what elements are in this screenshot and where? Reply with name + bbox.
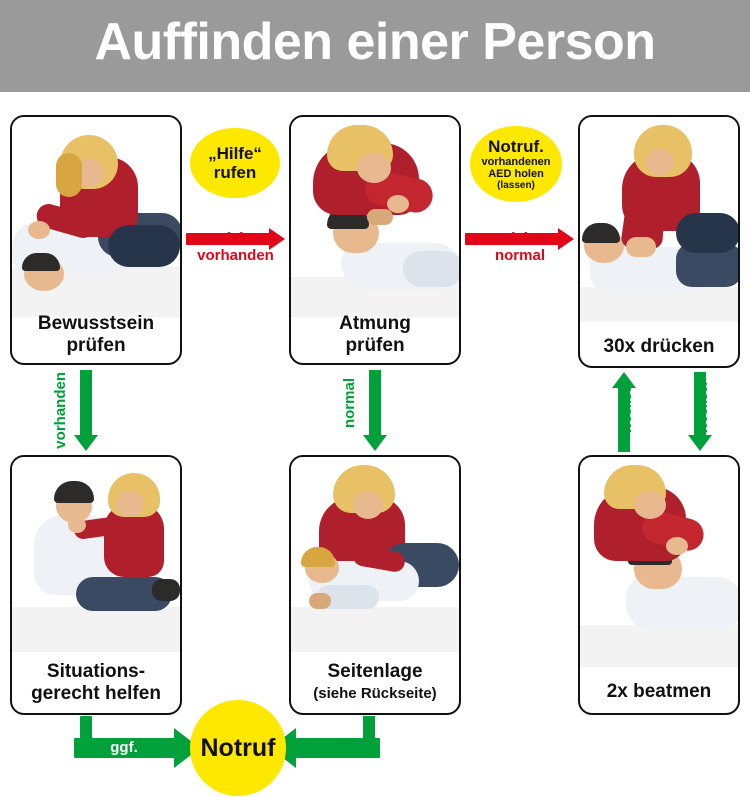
arrow-label-line1: Wechsel [619, 382, 634, 435]
card-situational-help[interactable] [10, 455, 182, 715]
card-label-line2: gerecht helfen [31, 683, 161, 704]
poster-header [0, 0, 750, 92]
card-label-line1: 30x drücken [603, 336, 715, 357]
arrow-label-line1: Wechsel [695, 382, 710, 435]
bubble-emergency-call [470, 126, 562, 202]
arrow-recovery-to-notruf [270, 728, 380, 768]
card-ventilation[interactable] [578, 455, 740, 715]
card-label-line2: prüfen [345, 335, 405, 356]
card-recovery-position[interactable] [289, 455, 461, 715]
card-label-ventilation [580, 681, 738, 703]
card-label-line1: Bewusstsein [37, 313, 155, 334]
card-breathing[interactable] [289, 115, 461, 365]
photo-breathing [291, 117, 459, 317]
arrow-label-nicht-vorhanden [186, 230, 285, 264]
bubble-emergency-line2: vorhandenen [481, 156, 551, 168]
card-compressions[interactable] [578, 115, 740, 368]
arrow-label-line1: ggf. [110, 739, 138, 756]
bubble-notruf-label: Notruf [200, 733, 276, 762]
photo-consciousness [12, 117, 180, 317]
arrow-label-line1: nicht [217, 230, 254, 247]
arrow-label-wechsel-up [618, 382, 635, 435]
card-label-line1: 2x beatmen [606, 681, 712, 702]
card-label-line2: prüfen [66, 335, 126, 356]
card-consciousness[interactable] [10, 115, 182, 365]
card-label-breathing [291, 313, 459, 357]
photo-ventilation [580, 457, 738, 667]
arrow-label-line1: vorhanden [52, 372, 69, 449]
bubble-emergency-line1: Notruf. [488, 137, 544, 156]
bubble-emergency-line3: AED holen [488, 168, 544, 180]
card-label-line1: Situations- [46, 661, 146, 682]
arrow-label-vorhanden [52, 372, 69, 449]
arrow-label-line2: vorhanden [197, 247, 274, 264]
arrow-label-line1: nicht [502, 230, 538, 247]
bubble-emergency-line4: (lassen) [497, 180, 535, 191]
card-label-situational-help [12, 661, 180, 705]
arrow-label-line2: normal [494, 247, 545, 264]
card-label-line2: (siehe Rückseite) [313, 685, 437, 702]
card-label-line1: Atmung [339, 313, 411, 334]
bubble-notruf-bottom [190, 700, 286, 796]
page-title: Auffinden einer Person [94, 13, 656, 71]
arrow-breathing-to-recovery [363, 370, 387, 452]
arrow-label-wechsel-down [694, 382, 711, 435]
card-label-compressions [580, 336, 738, 358]
arrow-consciousness-to-situational [74, 370, 98, 452]
bubble-help-line2: rufen [213, 163, 257, 182]
card-label-recovery-position [291, 661, 459, 705]
card-label-line1: Seitenlage [327, 661, 423, 682]
bubble-help-line1: „Hilfe“ [208, 144, 262, 163]
photo-compressions [580, 117, 738, 322]
bubble-help-call [190, 128, 280, 198]
arrow-label-line1: normal [341, 378, 358, 429]
arrow-label-ggf [104, 739, 144, 756]
arrow-label-normal [341, 378, 358, 428]
card-label-consciousness [12, 313, 180, 357]
photo-situational-help [12, 457, 180, 652]
arrow-label-nicht-normal [465, 230, 575, 264]
photo-recovery-position [291, 457, 459, 652]
